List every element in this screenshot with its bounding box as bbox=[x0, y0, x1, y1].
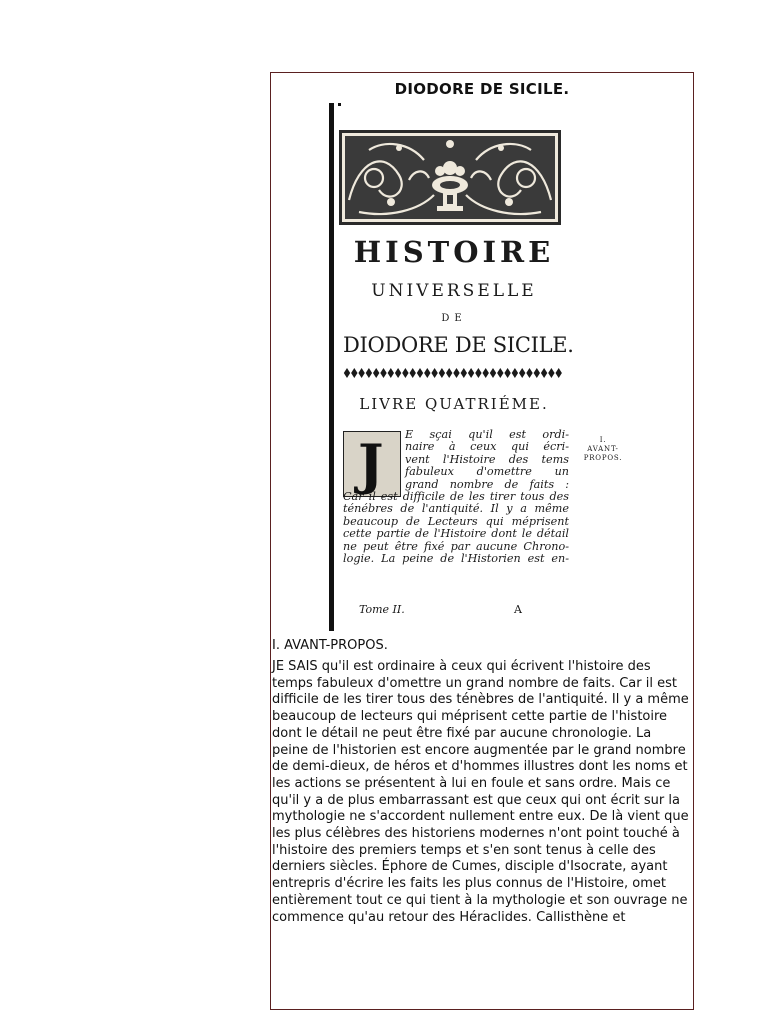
drop-cap-letter: J bbox=[358, 432, 384, 496]
scan-body-text bbox=[343, 429, 569, 565]
scan-footer-signature: A bbox=[514, 603, 522, 616]
rule-diamond-mark bbox=[556, 368, 562, 378]
rule-diamond-mark bbox=[468, 368, 474, 378]
rule-diamond-mark bbox=[475, 368, 481, 378]
scan-footer-volume: Tome II. bbox=[359, 603, 405, 616]
rule-diamond-mark bbox=[453, 368, 459, 378]
rule-diamond-mark bbox=[380, 368, 386, 378]
scan-subtitle-universelle: UNIVERSELLE bbox=[371, 281, 537, 301]
page-gutter-shadow bbox=[329, 103, 334, 631]
scan-body-line: fabuleux d'omettre un bbox=[405, 466, 569, 479]
scan-body-line: logie. La peine de l'Historien est en- bbox=[343, 553, 569, 566]
rule-diamond-mark bbox=[534, 368, 540, 378]
scan-body-line: beaucoup de Lecteurs qui méprisent bbox=[343, 515, 569, 528]
headpiece-ornament-icon bbox=[339, 130, 561, 225]
scan-body-line: vent l'Histoire des tems bbox=[405, 453, 569, 466]
rule-diamond-mark bbox=[526, 368, 532, 378]
rule-diamond-mark bbox=[351, 368, 357, 378]
section-heading: I. AVANT-PROPOS. bbox=[272, 638, 388, 653]
rule-diamond-mark bbox=[548, 368, 554, 378]
rule-diamond-mark bbox=[431, 368, 437, 378]
rule-diamond-mark bbox=[541, 368, 547, 378]
scan-author-name: DIODORE DE SICILE. bbox=[343, 333, 574, 357]
rule-diamond-mark bbox=[358, 368, 364, 378]
rule-diamond-mark bbox=[512, 368, 518, 378]
rule-diamond-mark bbox=[490, 368, 496, 378]
rule-diamond-mark bbox=[483, 368, 489, 378]
margin-note-line: PROPOS. bbox=[583, 454, 623, 462]
rule-diamond-mark bbox=[344, 368, 350, 378]
rule-diamond-mark bbox=[417, 368, 423, 378]
page-title: DIODORE DE SICILE. bbox=[394, 80, 570, 98]
ornamental-rule-icon bbox=[343, 367, 565, 379]
scan-title-histoire: HISTOIRE bbox=[353, 235, 555, 269]
rule-diamond-mark bbox=[446, 368, 452, 378]
rule-diamond-mark bbox=[424, 368, 430, 378]
scan-body-line: Car il est difficile de les tirer tous des bbox=[343, 491, 569, 504]
scan-body-line: grand nombre de faits : bbox=[405, 478, 569, 491]
rule-diamond-mark bbox=[366, 368, 372, 378]
scan-book-title: LIVRE QUATRIÉME. bbox=[359, 395, 549, 413]
scan-de: DE bbox=[441, 313, 467, 324]
scan-body-line: ne peut être fixé par aucune Chrono- bbox=[343, 540, 569, 553]
rule-diamond-mark bbox=[439, 368, 445, 378]
page-gutter-mark bbox=[338, 103, 341, 106]
rule-diamond-mark bbox=[395, 368, 401, 378]
margin-number: I. bbox=[599, 436, 607, 444]
rule-diamond-mark bbox=[402, 368, 408, 378]
scan-body-line: ténébres de l'antiquité. Il y a même bbox=[343, 503, 569, 516]
scan-body-line: E sçai qu'il est ordi- bbox=[405, 429, 569, 441]
rule-diamond-mark bbox=[504, 368, 510, 378]
scan-body-line: cette partie de l'Histoire dont le détail bbox=[343, 528, 569, 541]
rule-diamond-mark bbox=[388, 368, 394, 378]
rule-diamond-mark bbox=[519, 368, 525, 378]
transcription-text: JE SAIS qu'il est ordinaire à ceux qui écrivent l'histoire des temps fabuleux d'omettre un grand nombre de faits. Car il est difficile de les tirer tous des ténèbres de l'antiquité. Il y a même beaucoup de lecteurs qui méprisent cette partie de l'histoire dont le détail ne peut être fixé par aucune chronologie. La peine de l'historien est encore augmentée par le grand nombre de demi-dieux, de héros et d'hommes illustres dont les noms et les actions se présentent à lui en foule et sans ordre. Mais ce qu'il y a de plus embarrassant est que ceux qui ont écrit sur la mythologie ne s'accordent nullement entre eux. De là vient que les plus célèbres des historiens modernes n'ont point touché à l'histoire des premiers temps et s'en sont tenus à celle des derniers siècles. Éphore de Cumes, disciple d'Isocrate, ayant entrepris d'écrire les faits les plus connus de l'Histoire, omet entièrement tout ce qui tient à la mythologie et son ouvrage ne commence qu'au retour des Héraclides. Callisthène et bbox=[272, 659, 689, 925]
scanned-page-image bbox=[329, 103, 629, 633]
margin-note-line: AVANT- bbox=[587, 445, 619, 453]
rule-diamond-mark bbox=[410, 368, 416, 378]
rule-diamond-mark bbox=[497, 368, 503, 378]
rule-diamond-mark bbox=[373, 368, 379, 378]
rule-diamond-mark bbox=[461, 368, 467, 378]
document-frame bbox=[270, 72, 694, 1010]
scan-margin-note bbox=[573, 436, 633, 463]
scan-body-line: naire à ceux qui écri- bbox=[405, 441, 569, 454]
